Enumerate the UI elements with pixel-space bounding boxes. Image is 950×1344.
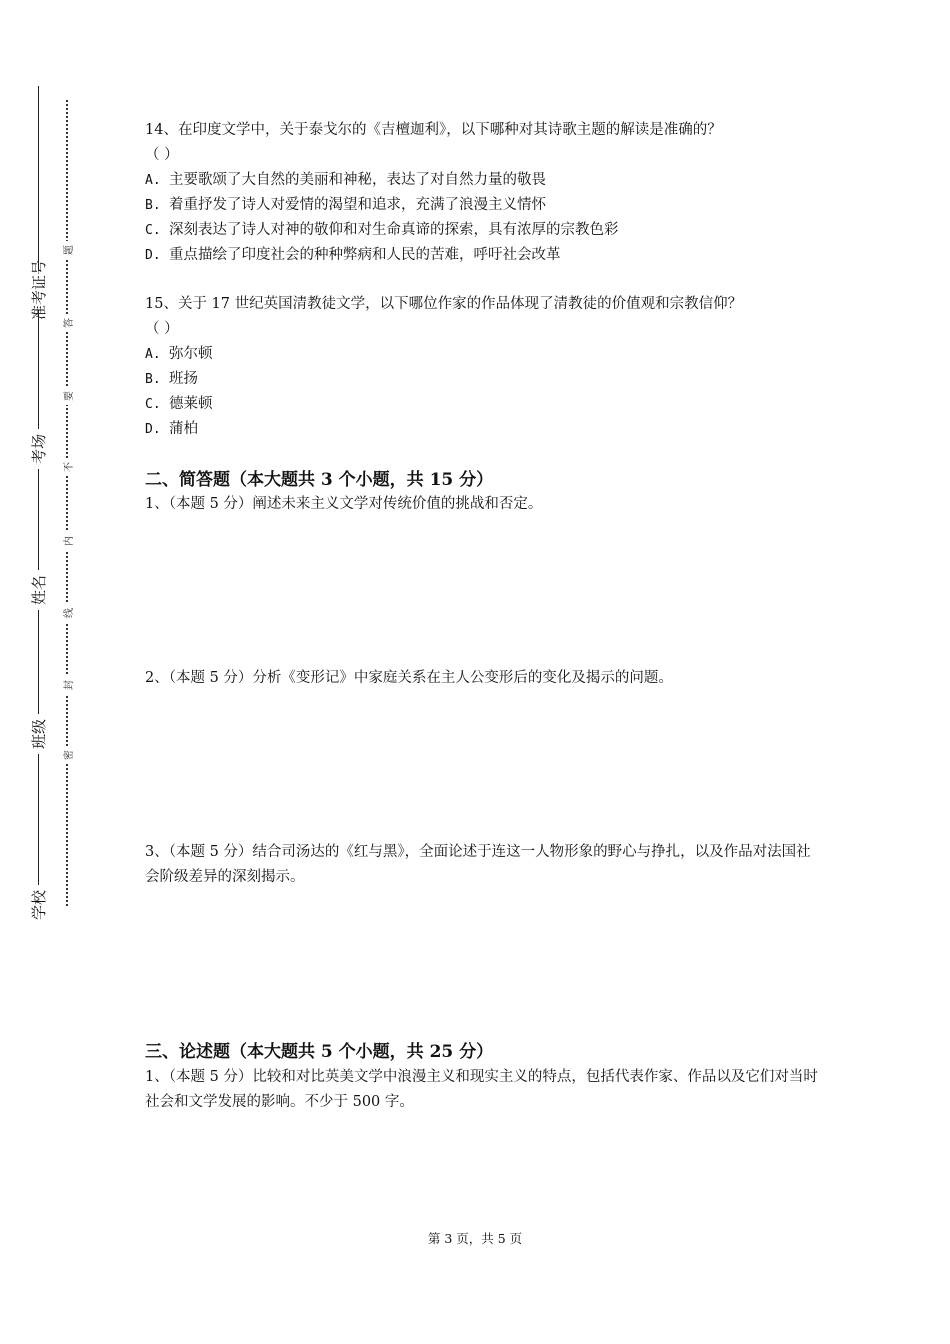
option-text: 深刻表达了诗人对神的敬仰和对生命真谛的探索，具有浓厚的宗教色彩: [169, 222, 619, 238]
option-text: 德莱顿: [169, 396, 213, 412]
section-title-essay: 三、论述题（本大题共 5 个小题，共 25 分）: [145, 1042, 494, 1062]
section-title-short-answer: 二、简答题（本大题共 3 个小题，共 15 分）: [145, 470, 494, 490]
short-answer-1: [145, 492, 820, 517]
binding-dotted-line: [66, 100, 68, 906]
option-text: 着重抒发了诗人对爱情的渴望和追求，充满了浪漫主义情怀: [169, 197, 546, 213]
field-class: 班级: [26, 714, 50, 754]
question-text: 3、（本题 5 分）结合司汤达的《红与黑》，全面论述于连这一人物形象的野心与挣扎，以及作品对法国社会阶级差异的深刻揭示。: [145, 844, 811, 885]
page-number: 第 3 页，共 5 页: [427, 1231, 523, 1246]
question-text: 2、（本题 5 分）分析《变形记》中家庭关系在主人公变形后的变化及揭示的问题。: [145, 670, 673, 686]
seal-char: 内: [60, 532, 74, 550]
option-d: [145, 243, 830, 268]
field-exam-room: 考场: [26, 429, 50, 469]
seal-char: 线: [60, 604, 74, 622]
option-c: [145, 392, 830, 417]
question-stem: 14、在印度文学中，关于泰戈尔的《吉檀迦利》，以下哪种对其诗歌主题的解读是准确的？: [145, 122, 722, 138]
short-answer-2: [145, 666, 820, 691]
essay-question-1: [145, 1065, 820, 1115]
option-key: C.: [145, 397, 161, 412]
field-exam-id: 准考证号: [26, 270, 50, 310]
option-b: [145, 193, 830, 218]
answer-blank: （ ）: [145, 147, 179, 163]
option-text: 蒲柏: [169, 421, 198, 437]
field-school: 学校: [26, 885, 50, 925]
seal-char: 不: [60, 458, 74, 476]
option-a: [145, 168, 830, 193]
seal-char: 题: [60, 241, 74, 259]
option-text: 弥尔顿: [169, 346, 213, 362]
question-15: [145, 292, 830, 442]
option-text: 班扬: [169, 371, 198, 387]
option-c: [145, 218, 830, 243]
binding-solid-line: [38, 86, 39, 921]
option-key: B.: [145, 372, 161, 387]
question-text: 1、（本题 5 分）比较和对比英美文学中浪漫主义和现实主义的特点，包括代表作家、作品以及它们对当时社会和文学发展的影响。不少于 500 字。: [145, 1069, 818, 1110]
option-d: [145, 417, 830, 442]
field-name: 姓名: [26, 570, 50, 610]
option-text: 重点描绘了印度社会的种种弊病和人民的苦难，呼吁社会改革: [169, 247, 561, 263]
option-b: [145, 367, 830, 392]
option-key: B.: [145, 198, 161, 213]
option-key: D.: [145, 248, 161, 263]
question-14: [145, 118, 830, 268]
seal-char: 要: [60, 387, 74, 405]
question-text: 1、（本题 5 分）阐述未来主义文学对传统价值的挑战和否定。: [145, 496, 543, 512]
seal-char: 答: [60, 314, 74, 332]
option-a: [145, 342, 830, 367]
short-answer-3: [145, 840, 820, 890]
option-text: 主要歌颂了大自然的美丽和神秘，表达了对自然力量的敬畏: [169, 172, 546, 188]
answer-blank: （ ）: [145, 321, 179, 337]
seal-char: 封: [60, 676, 74, 694]
question-stem: 15、关于 17 世纪英国清教徒文学，以下哪位作家的作品体现了清教徒的价值观和宗教信仰？: [145, 296, 743, 312]
option-key: D.: [145, 422, 161, 437]
option-key: A.: [145, 347, 161, 362]
option-key: C.: [145, 223, 161, 238]
seal-char: 密: [60, 746, 74, 764]
option-key: A.: [145, 173, 161, 188]
